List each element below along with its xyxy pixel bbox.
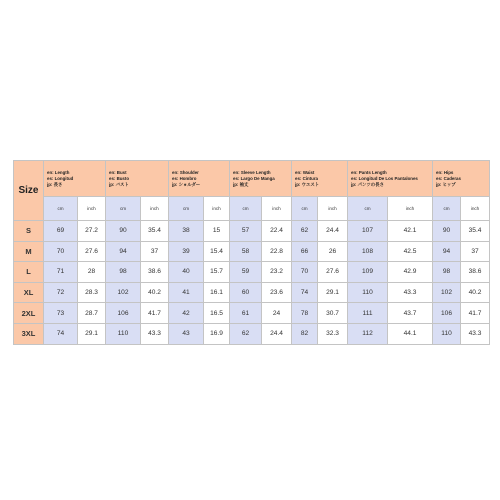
measurement-label-en: en: Pants Length	[351, 169, 387, 175]
measurement-header	[348, 161, 433, 197]
value-cm: 71	[44, 262, 78, 283]
unit-header-row	[14, 197, 490, 221]
value-cm: 39	[169, 241, 204, 262]
value-cm: 62	[292, 221, 318, 242]
value-inch: 16.5	[204, 303, 230, 324]
value-inch: 15.7	[204, 262, 230, 283]
value-inch: 27.6	[78, 241, 106, 262]
value-cm: 102	[106, 282, 141, 303]
value-cm: 98	[106, 262, 141, 283]
unit-inch-label: inch	[461, 197, 490, 221]
value-cm: 109	[348, 262, 388, 283]
measurement-label-en: en: Waist	[295, 169, 315, 175]
value-inch: 32.3	[318, 323, 348, 344]
value-cm: 70	[44, 241, 78, 262]
value-cm: 41	[169, 282, 204, 303]
value-inch: 40.2	[141, 282, 169, 303]
value-inch: 16.9	[204, 323, 230, 344]
measurement-header	[44, 161, 106, 197]
value-cm: 74	[44, 323, 78, 344]
measurement-label-jp: jp: パンツの長さ	[351, 181, 384, 187]
value-cm: 106	[106, 303, 141, 324]
measurement-label-es: es: Hombro	[172, 175, 197, 181]
value-inch: 43.3	[141, 323, 169, 344]
value-inch: 29.1	[318, 282, 348, 303]
measurement-header-row	[14, 161, 490, 197]
value-cm: 72	[44, 282, 78, 303]
value-cm: 108	[348, 241, 388, 262]
measurement-label-jp: jp: ショルダー	[172, 181, 201, 187]
value-cm: 112	[348, 323, 388, 344]
value-cm: 90	[433, 221, 461, 242]
unit-cm-label: cm	[433, 197, 461, 221]
measurement-label-es: es: Largo De Manga	[233, 175, 275, 181]
measurement-label-en: en: Shoulder	[172, 169, 199, 175]
value-inch: 42.9	[388, 262, 433, 283]
value-cm: 42	[169, 303, 204, 324]
value-cm: 78	[292, 303, 318, 324]
unit-inch-label: inch	[388, 197, 433, 221]
measurement-label-en: en: Bust	[109, 169, 127, 175]
unit-inch-label: inch	[262, 197, 292, 221]
measurement-label-es: es: Longitud	[47, 175, 74, 181]
measurement-header	[169, 161, 230, 197]
value-inch: 15.4	[204, 241, 230, 262]
unit-cm-label: cm	[169, 197, 204, 221]
value-inch: 23.2	[262, 262, 292, 283]
measurement-label-es: es: Caderas	[436, 175, 461, 181]
size-label: S	[14, 221, 44, 242]
value-cm: 66	[292, 241, 318, 262]
value-inch: 24.4	[318, 221, 348, 242]
value-inch: 16.1	[204, 282, 230, 303]
measurement-header	[292, 161, 348, 197]
measurement-label-en: en: Sleeve Length	[233, 169, 271, 175]
value-cm: 58	[230, 241, 262, 262]
unit-cm-label: cm	[106, 197, 141, 221]
measurement-label-es: es: Busto	[109, 175, 130, 181]
unit-cm-label: cm	[230, 197, 262, 221]
unit-cm-label: cm	[292, 197, 318, 221]
size-label: 2XL	[14, 303, 44, 324]
value-cm: 62	[230, 323, 262, 344]
value-inch: 26	[318, 241, 348, 262]
value-inch: 22.4	[262, 221, 292, 242]
value-inch: 42.1	[388, 221, 433, 242]
value-cm: 61	[230, 303, 262, 324]
value-inch: 37	[461, 241, 490, 262]
value-cm: 106	[433, 303, 461, 324]
value-cm: 110	[106, 323, 141, 344]
value-cm: 111	[348, 303, 388, 324]
size-row	[14, 221, 490, 242]
value-inch: 37	[141, 241, 169, 262]
value-inch: 44.1	[388, 323, 433, 344]
value-inch: 43.3	[388, 282, 433, 303]
measurement-header	[433, 161, 490, 197]
size-label: M	[14, 241, 44, 262]
value-cm: 94	[433, 241, 461, 262]
size-label: XL	[14, 282, 44, 303]
value-cm: 43	[169, 323, 204, 344]
size-row	[14, 303, 490, 324]
unit-inch-label: inch	[318, 197, 348, 221]
value-inch: 15	[204, 221, 230, 242]
value-inch: 30.7	[318, 303, 348, 324]
measurement-label-jp: jp: 袖丈	[233, 181, 249, 187]
value-cm: 110	[348, 282, 388, 303]
value-inch: 38.6	[141, 262, 169, 283]
value-inch: 40.2	[461, 282, 490, 303]
value-inch: 35.4	[461, 221, 490, 242]
value-inch: 24.4	[262, 323, 292, 344]
value-inch: 38.6	[461, 262, 490, 283]
value-inch: 28.7	[78, 303, 106, 324]
value-inch: 41.7	[141, 303, 169, 324]
measurement-label-jp: jp: ヒップ	[436, 181, 456, 187]
value-cm: 82	[292, 323, 318, 344]
value-cm: 107	[348, 221, 388, 242]
measurement-header	[106, 161, 169, 197]
value-inch: 28	[78, 262, 106, 283]
value-cm: 110	[433, 323, 461, 344]
value-cm: 60	[230, 282, 262, 303]
size-row	[14, 241, 490, 262]
value-inch: 27.2	[78, 221, 106, 242]
unit-cm-label: cm	[348, 197, 388, 221]
value-inch: 42.5	[388, 241, 433, 262]
size-row	[14, 262, 490, 283]
measurement-label-en: en: Hips	[436, 169, 454, 175]
value-inch: 27.6	[318, 262, 348, 283]
measurement-label-en: en: Length	[47, 169, 70, 175]
value-cm: 102	[433, 282, 461, 303]
measurement-label-es: es: Cintura	[295, 175, 318, 181]
value-cm: 70	[292, 262, 318, 283]
value-inch: 29.1	[78, 323, 106, 344]
value-cm: 94	[106, 241, 141, 262]
value-inch: 43.3	[461, 323, 490, 344]
size-chart-table	[13, 160, 490, 345]
value-cm: 57	[230, 221, 262, 242]
value-cm: 74	[292, 282, 318, 303]
size-row	[14, 323, 490, 344]
measurement-label-jp: jp: ウエスト	[295, 181, 320, 187]
value-inch: 24	[262, 303, 292, 324]
size-row	[14, 282, 490, 303]
size-label: L	[14, 262, 44, 283]
value-cm: 38	[169, 221, 204, 242]
value-cm: 40	[169, 262, 204, 283]
measurement-label-jp: jp: 長さ	[47, 181, 63, 187]
size-column-header: Size	[14, 161, 44, 221]
value-cm: 98	[433, 262, 461, 283]
value-inch: 41.7	[461, 303, 490, 324]
unit-inch-label: inch	[78, 197, 106, 221]
value-cm: 59	[230, 262, 262, 283]
value-inch: 22.8	[262, 241, 292, 262]
unit-cm-label: cm	[44, 197, 78, 221]
value-cm: 69	[44, 221, 78, 242]
unit-inch-label: inch	[204, 197, 230, 221]
value-inch: 23.6	[262, 282, 292, 303]
measurement-label-jp: jp: バスト	[109, 181, 129, 187]
value-inch: 35.4	[141, 221, 169, 242]
size-label: 3XL	[14, 323, 44, 344]
unit-inch-label: inch	[141, 197, 169, 221]
value-inch: 43.7	[388, 303, 433, 324]
value-cm: 90	[106, 221, 141, 242]
measurement-header	[230, 161, 292, 197]
value-inch: 28.3	[78, 282, 106, 303]
value-cm: 73	[44, 303, 78, 324]
measurement-label-es: es: Longitud De Los Pantalones	[351, 175, 418, 181]
